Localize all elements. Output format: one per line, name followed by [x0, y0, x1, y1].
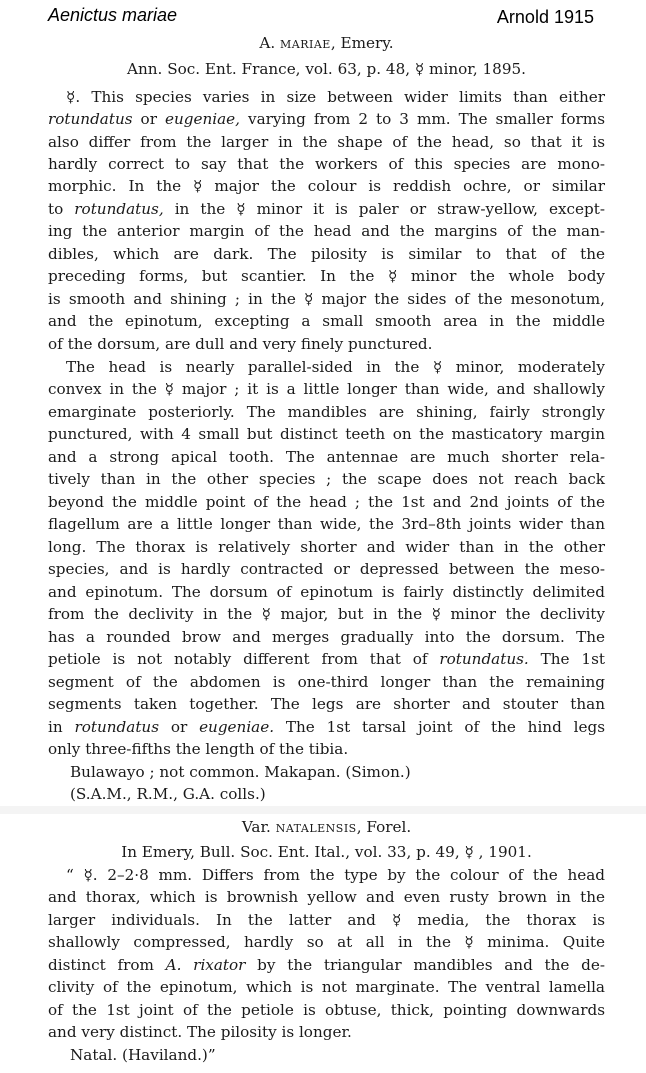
text-line: emarginate posteriorly. The mandibles are shining, fairly strongly: [48, 403, 605, 421]
text-line: punctured, with 4 small but distinct teeth on the masticatory margin: [48, 425, 605, 443]
text-line: dibles, which are dark. The pilosity is similar to that of the: [48, 245, 605, 263]
reference-natalensis: In Emery, Bull. Soc. Ent. Ital., vol. 33, p. 49, ☿ , 1901.: [121, 843, 532, 861]
text-line: morphic. In the ☿ major the colour is reddish ochre, or similar: [48, 177, 605, 195]
text-line: and very distinct. The pilosity is longer.: [48, 1023, 352, 1041]
page-header: [0, 5, 646, 29]
text-line: from the declivity in the ☿ major, but in the ☿ minor the declivity: [48, 605, 605, 623]
author-year-header: Arnold 1915: [496, 7, 594, 27]
text-line: beyond the middle point of the head ; the 1st and 2nd joints of the: [48, 493, 605, 511]
locality-line: Bulawayo ; not common. Makapan. (Simon.): [70, 763, 411, 781]
text-line: in rotundatus or eugeniae. The 1st tarsal joint of the hind legs: [48, 718, 605, 736]
section-divider: [0, 806, 646, 814]
text-line: flagellum are a little longer than wide, the 3rd–8th joints wider than: [48, 515, 605, 533]
reference-mariae: Ann. Soc. Ent. France, vol. 63, p. 48, ☿ minor, 1895.: [127, 60, 526, 78]
text-line: convex in the ☿ major ; it is a little longer than wide, and shallowly: [48, 380, 605, 398]
text-line: clivity of the epinotum, which is not marginate. The ventral lamella: [48, 978, 605, 996]
text-line: The head is nearly parallel-sided in the ☿ minor, moderately: [66, 358, 605, 376]
text-line: species, and is hardly contracted or depressed between the meso-: [48, 560, 605, 578]
text-line: hardly correct to say that the workers of this species are mono-: [48, 155, 605, 173]
text-line: distinct from A. rixator by the triangular mandibles and the de-: [48, 956, 605, 974]
species-header: Aenictus mariae: [48, 5, 178, 25]
text-line: and a strong apical tooth. The antennae are much shorter rela-: [48, 448, 605, 466]
text-line: ing the anterior margin of the head and the margins of the man-: [48, 222, 605, 240]
text-line: larger individuals. In the latter and ☿ media, the thorax is: [48, 911, 605, 929]
locality-line: Natal. (Haviland.)”: [70, 1046, 216, 1064]
section-title-natalensis: Var. natalensis, Forel.: [241, 818, 412, 836]
text-line: shallowly compressed, hardly so at all in the ☿ minima. Quite: [48, 933, 605, 951]
section-title-mariae: A. mariae, Emery.: [259, 34, 394, 52]
text-line: petiole is not notably different from that of rotundatus. The 1st: [48, 650, 605, 668]
text-line: and the epinotum, excepting a small smooth area in the middle: [48, 312, 605, 330]
text-line: preceding forms, but scantier. In the ☿ minor the whole body: [48, 267, 605, 285]
collections-line: (S.A.M., R.M., G.A. colls.): [70, 785, 266, 803]
text-line: of the dorsum, are dull and very finely punctured.: [48, 335, 433, 353]
text-line: is smooth and shining ; in the ☿ major the sides of the mesonotum,: [48, 290, 605, 308]
text-line: and epinotum. The dorsum of epinotum is fairly distinctly delimited: [48, 583, 605, 601]
text-line: long. The thorax is relatively shorter and wider than in the other: [48, 538, 605, 556]
text-line: segment of the abdomen is one-third longer than the remaining: [48, 673, 605, 691]
text-line: has a rounded brow and merges gradually into the dorsum. The: [48, 628, 605, 646]
text-line: ☿. This species varies in size between wider limits than either: [66, 88, 605, 106]
text-line: tively than in the other species ; the scape does not reach back: [48, 470, 605, 488]
text-line: of the 1st joint of the petiole is obtuse, thick, pointing downwards: [48, 1001, 605, 1019]
text-line: segments taken together. The legs are shorter and stouter than: [48, 695, 605, 713]
text-line: only three-fifths the length of the tibia.: [48, 740, 349, 758]
text-line: to rotundatus, in the ☿ minor it is paler or straw-yellow, except-: [48, 200, 606, 218]
text-line: also differ from the larger in the shape of the head, so that it is: [48, 133, 605, 151]
text-line: “ ☿. 2–2·8 mm. Differs from the type by the colour of the head: [66, 866, 605, 884]
text-line: and thorax, which is brownish yellow and even rusty brown in the: [48, 888, 605, 906]
text-line: rotundatus or eugeniae, varying from 2 to 3 mm. The smaller forms: [48, 110, 605, 128]
